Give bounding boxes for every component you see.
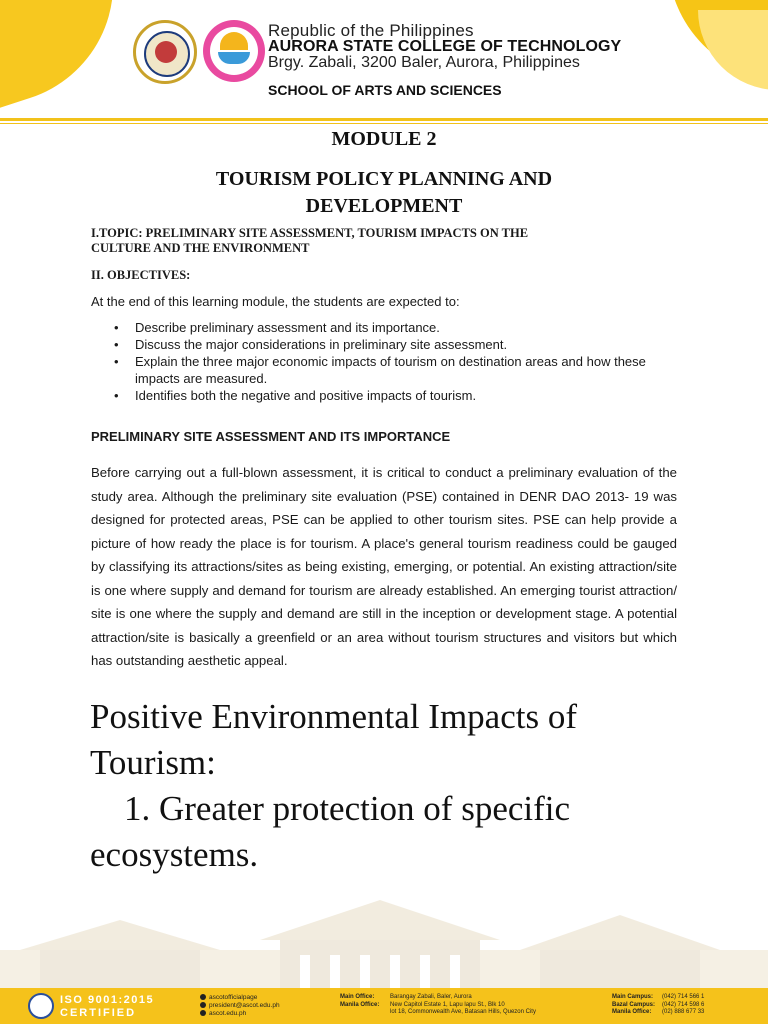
- bullet-icon: •: [114, 388, 119, 403]
- objectives-intro: At the end of this learning module, the students are expected to:: [91, 294, 460, 309]
- campus-building-watermark: [0, 880, 768, 988]
- overlay-caption: [90, 694, 700, 878]
- office-row: lot 18, Commonwealth Ave, Batasan Hills, Quezon City: [390, 1009, 536, 1015]
- iso-badge-icon: [28, 993, 54, 1019]
- list-item: • Explain the three major economic impacts of tourism on destination areas and how these impacts are measured.: [114, 354, 646, 386]
- office-row: Main Office: Barangay Zabali, Baler, Aurora: [340, 994, 472, 1000]
- header-republic: Republic of the Philippines: [268, 21, 474, 40]
- email-icon: [200, 1002, 206, 1008]
- department-logo: [203, 20, 265, 82]
- objectives-list: [114, 319, 674, 404]
- overlay-item-line2: ecosystems.: [90, 835, 259, 874]
- campus-row: Manila Office: (02) 888 677 33: [612, 1009, 705, 1015]
- social-website[interactable]: ascot.edu.ph: [200, 1010, 280, 1018]
- section-paragraph: Before carrying out a full-blown assessment, it is critical to conduct a preliminary evaluation of the study area. Although the preliminary site evaluation (PSE) contained in DENR DAO 2013- 19 was designed for protected areas, PSE can be applied to other tourism sites. PSE can help provide a picture of how ready the place is for tourism. A place's general tourism readiness could be gauged by classifying its attractions/sites as being existing, emerging, or potential. An existing attraction/site is one where supply and demand for tourism are already established. An emerging tourist attraction/ site is one where the supply and demand are still in the inception or development stage. A potential attraction/site is basically a greenfield or an area without tourism structures and visitors but which has outstanding aesthetic appeal.: [91, 465, 677, 668]
- overlay-heading-line1: Positive Environmental Impacts of: [90, 697, 577, 736]
- header-address: Brgy. Zabali, 3200 Baler, Aurora, Philippines: [268, 54, 580, 71]
- section-heading: PRELIMINARY SITE ASSESSMENT AND ITS IMPORTANCE: [91, 429, 451, 444]
- footer-campuses: [612, 994, 704, 1017]
- bullet-icon: •: [114, 337, 119, 352]
- campus-row: Main Campus: (042) 714 566 1: [612, 994, 705, 1000]
- social-email[interactable]: president@ascot.edu.ph: [200, 1002, 280, 1010]
- office-row: Manila Office: New Capitol Estate 1, Lapu lapu St., Blk 10: [340, 1001, 505, 1008]
- bullet-icon: •: [114, 320, 119, 335]
- campus-row: Bazal Campus: (042) 714 598 6: [612, 1001, 705, 1008]
- bullet-icon: •: [114, 354, 119, 369]
- module-title: [0, 166, 768, 220]
- module-title-line2: DEVELOPMENT: [305, 195, 463, 217]
- overlay-item-line1: 1. Greater protection of specific: [124, 789, 571, 828]
- module-number: MODULE 2: [331, 128, 437, 150]
- header-college-name: AURORA STATE COLLEGE OF TECHNOLOGY: [268, 38, 622, 55]
- list-item: • Identifies both the negative and positive impacts of tourism.: [114, 388, 477, 403]
- objectives-heading: II. OBJECTIVES:: [91, 268, 191, 282]
- footer-social: [200, 994, 280, 1018]
- topic-heading: [91, 226, 691, 256]
- overlay-heading-line2: Tourism:: [90, 743, 216, 782]
- header-swoosh-right-inner: [698, 10, 768, 90]
- footer-offices: [340, 994, 536, 1017]
- college-seal-logo: [133, 20, 197, 84]
- topic-line2: CULTURE AND THE ENVIRONMENT: [91, 241, 310, 255]
- facebook-icon: [200, 994, 206, 1000]
- list-item: • Describe preliminary assessment and its importance.: [114, 320, 440, 335]
- module-title-line1: TOURISM POLICY PLANNING AND: [215, 168, 553, 190]
- iso-certified: CERTIFIED: [60, 1007, 137, 1019]
- iso-certification: ISO 9001:2015: [60, 994, 155, 1006]
- globe-icon: [200, 1010, 206, 1016]
- header-divider-thin: [0, 123, 768, 124]
- social-facebook[interactable]: ascotofficialpage: [200, 994, 280, 1002]
- header-swoosh-left: [0, 0, 144, 113]
- list-item: • Discuss the major considerations in preliminary site assessment.: [114, 337, 508, 352]
- header-divider: [0, 118, 768, 121]
- header-school: SCHOOL OF ARTS AND SCIENCES: [268, 82, 502, 98]
- topic-line1: I.TOPIC: PRELIMINARY SITE ASSESSMENT, TOURISM IMPACTS ON THE: [91, 226, 529, 240]
